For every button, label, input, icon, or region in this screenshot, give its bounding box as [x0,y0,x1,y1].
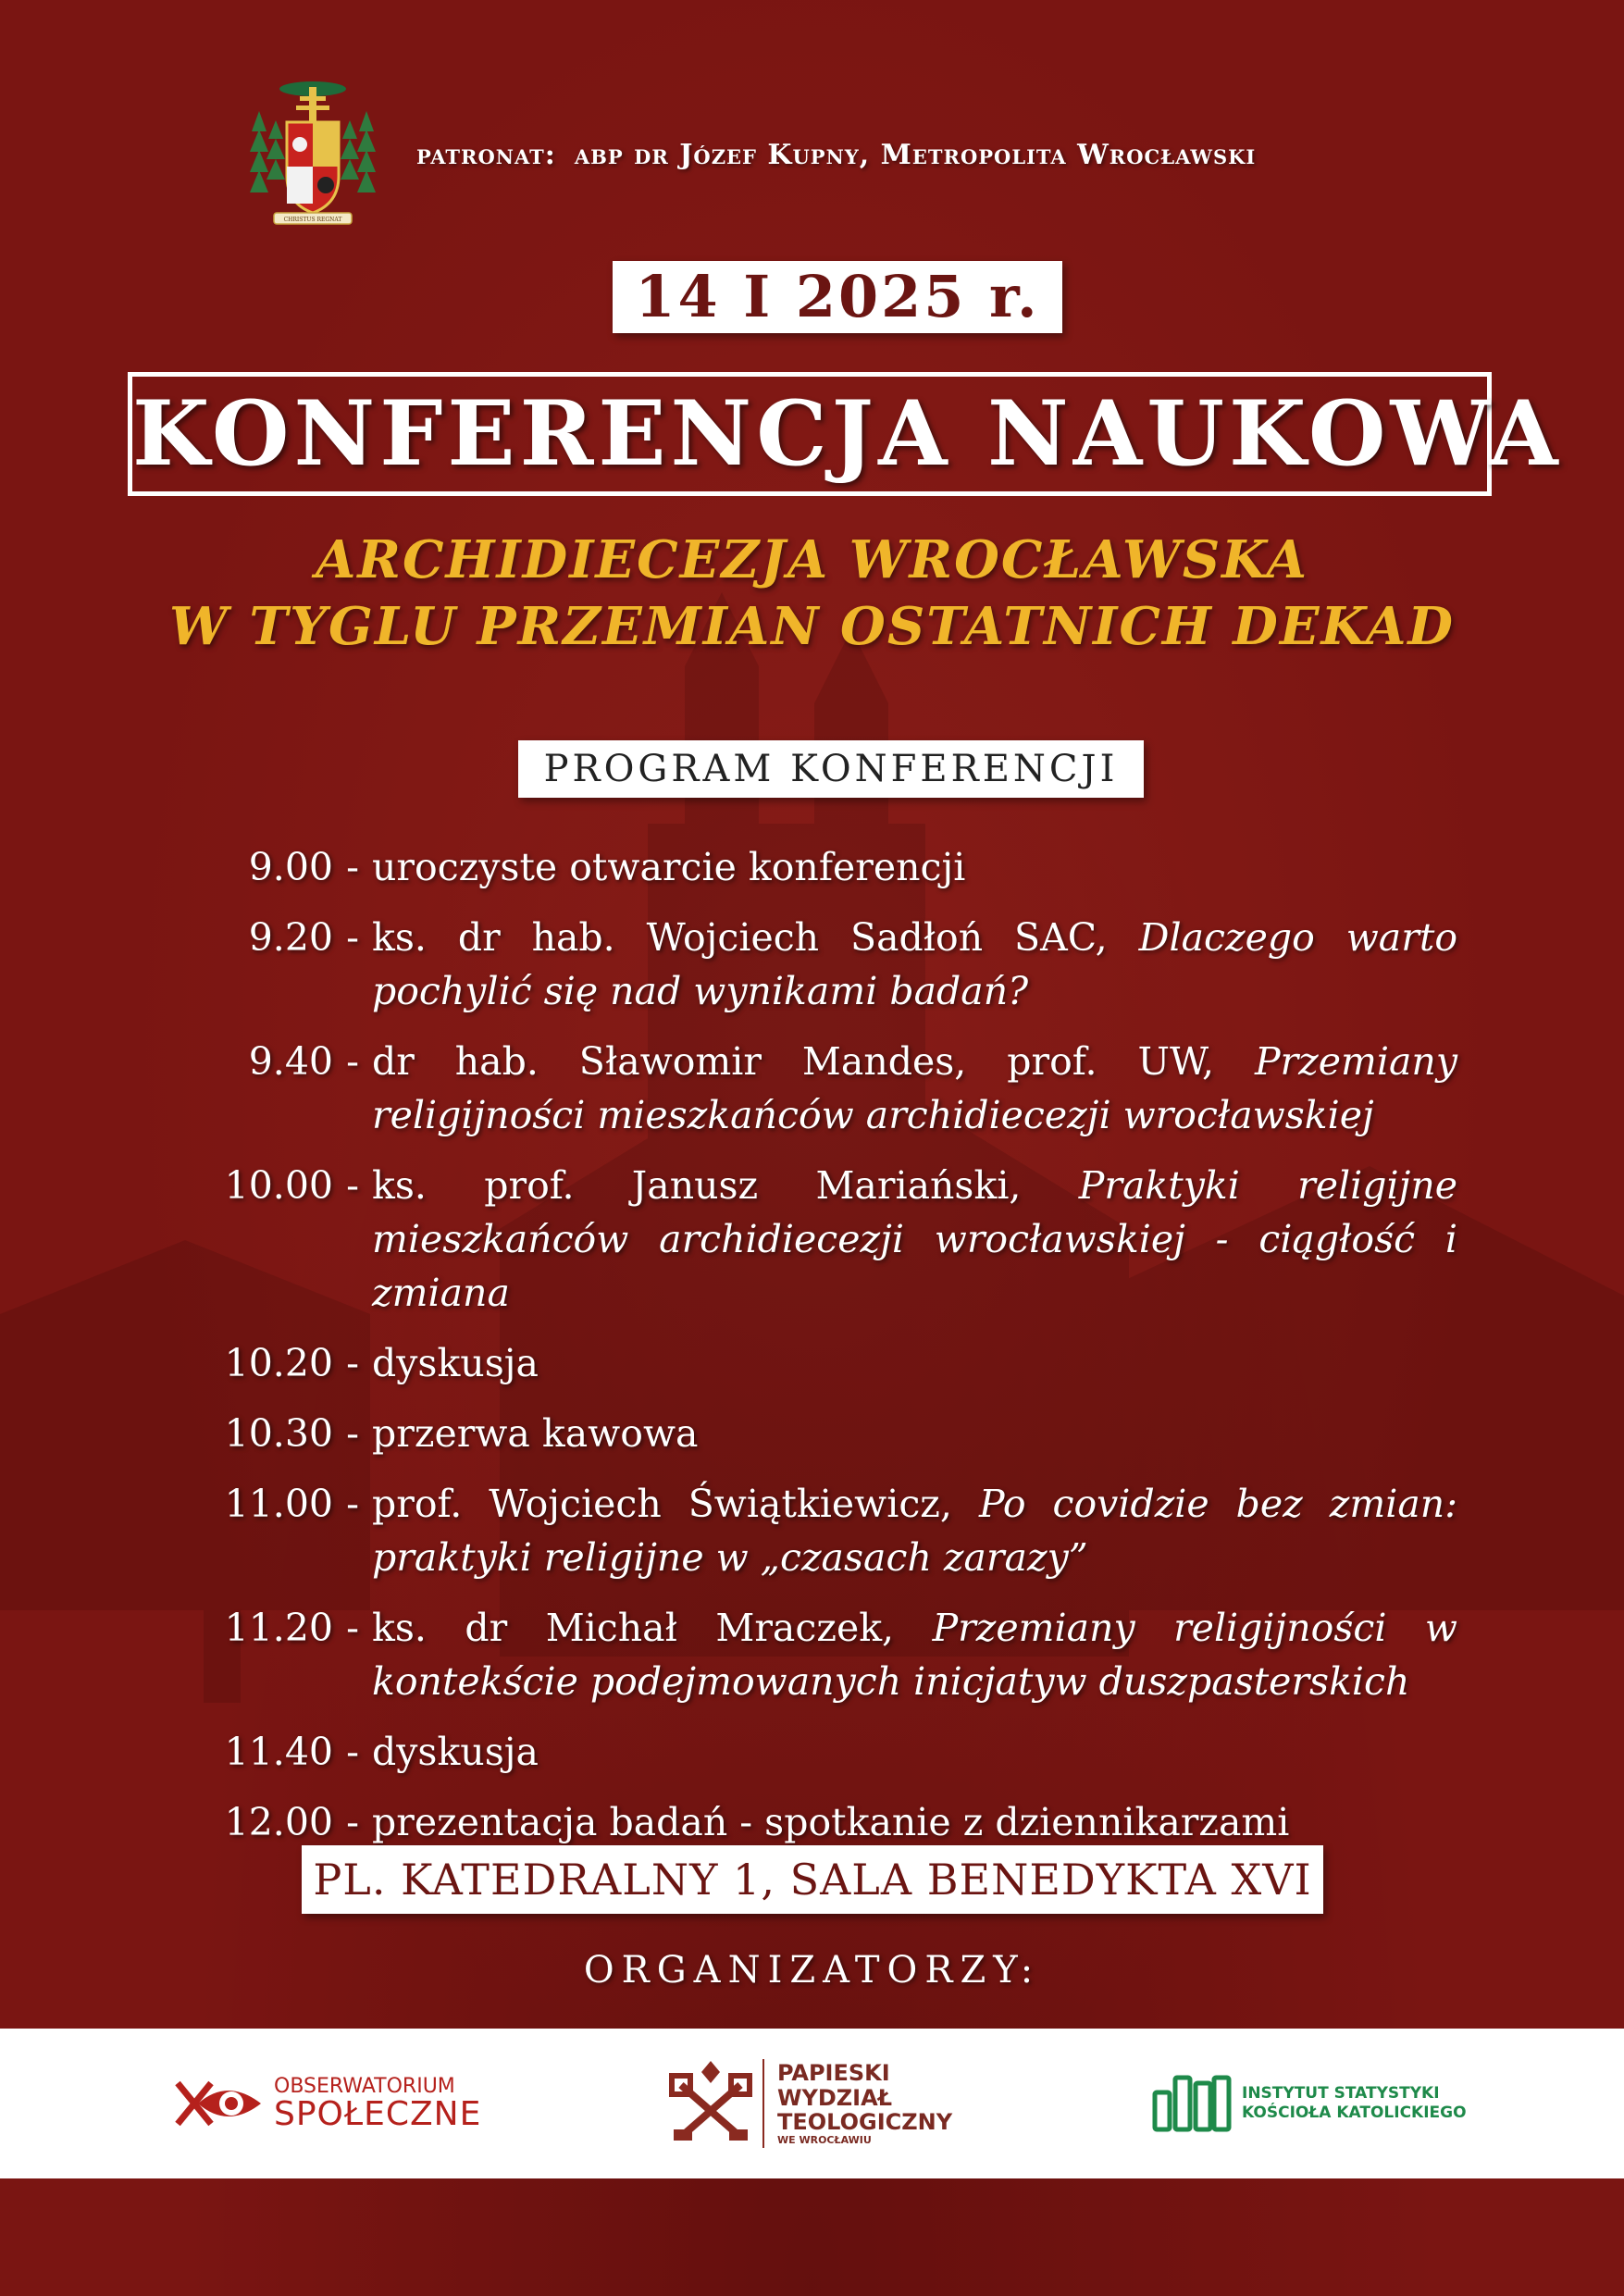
schedule-time: 11.00 [224,1482,333,1526]
schedule-item [372,1601,1457,1708]
pwt-name-line4: WE WROCŁAWIU [777,2133,872,2146]
schedule-row [167,1725,1457,1779]
schedule-item [372,1407,1457,1460]
schedule-time: 11.20 [224,1606,333,1650]
conference-title: KONFERENCJA NAUKOWA [128,372,1492,496]
schedule-time: 9.40 [248,1039,333,1084]
schedule-speaker: prof. Wojciech Świątkiewicz, [372,1482,979,1526]
schedule-separator: - [346,1730,359,1774]
papieski-wydzial-teologiczny-logo [668,2029,952,2178]
schedule-item [372,911,1457,1018]
schedule-separator: - [346,915,359,960]
patronage-name: abp dr Józef Kupny, Metropolita Wrocławski [574,139,1257,171]
isk-name-line1: INSTYTUT STATYSTYKI [1242,2083,1440,2103]
schedule-talk-title: Praktyki religijne mieszkańców archidiecezji wrocławskiej - ciągłość i zmiana [372,1163,1457,1315]
schedule-item [372,1795,1457,1849]
schedule-talk-title: Przemiany religijności w kontekście podejmowanych inicjatyw duszpasterskich [372,1606,1458,1704]
obserwatorium-spoleczne-logo [174,2029,481,2178]
conference-subtitle-line1: ARCHIDIECEZJA WROCŁAWSKA [315,529,1309,590]
schedule-row [167,1159,1457,1320]
schedule-row [167,1336,1457,1390]
conference-subtitle-line2: W TYGLU PRZEMIAN OSTATNICH DEKAD [169,596,1455,657]
schedule-row [167,1477,1457,1584]
schedule-speaker: dyskusja [372,1341,539,1385]
program-heading: PROGRAM KONFERENCJI [518,740,1144,798]
patronage-label: patronat: [416,139,556,171]
schedule-separator: - [346,845,359,889]
schedule-item [372,1159,1457,1320]
schedule-separator: - [346,1482,359,1526]
schedule-row [167,1035,1457,1142]
patronage-line [416,139,1256,171]
crest-motto: CHRISTUS REGNAT [283,217,342,223]
schedule-separator: - [346,1341,359,1385]
schedule-time: 10.20 [224,1341,333,1385]
schedule-time: 10.00 [224,1163,333,1208]
schedule-time: 9.00 [248,845,333,889]
schedule-speaker: prezentacja badań - spotkanie z dziennikarzami [372,1800,1290,1844]
schedule-speaker: uroczyste otwarcie konferencji [372,845,966,889]
logo-divider [762,2059,764,2148]
organizers-label: ORGANIZATORZY: [583,1949,1041,1992]
schedule-separator: - [346,1800,359,1844]
event-location: PL. KATEDRALNY 1, SALA BENEDYKTA XVI [302,1845,1323,1914]
schedule-speaker: ks. dr hab. Wojciech Sadłoń SAC, [372,915,1139,960]
schedule-row [167,1407,1457,1460]
schedule-speaker: ks. dr Michał Mraczek, [372,1606,933,1650]
event-date: 14 I 2025 r. [613,261,1062,333]
schedule-talk-title: Dlaczego warto pochylić się nad wynikami badań? [372,915,1457,1013]
schedule-item [372,1725,1457,1779]
schedule-row [167,911,1457,1018]
schedule-separator: - [346,1411,359,1456]
schedule-item [372,1477,1457,1584]
obs-name-line2: SPOŁECZNE [274,2094,482,2133]
schedule-time: 11.40 [224,1730,333,1774]
eye-icon [174,2076,265,2131]
archbishop-coat-of-arms-icon [248,74,378,241]
schedule-speaker: przerwa kawowa [372,1411,699,1456]
schedule-talk-title: Przemiany religijności mieszkańców archidiecezji wrocławskiej [372,1039,1457,1137]
isk-name-line2: KOŚCIOŁA KATOLICKIEGO [1242,2104,1467,2122]
schedule-speaker: dyskusja [372,1730,539,1774]
schedule-separator: - [346,1606,359,1650]
schedule-speaker: dr hab. Sławomir Mandes, prof. UW, [372,1039,1255,1084]
schedule-time: 12.00 [224,1800,333,1844]
schedule-item [372,1035,1457,1142]
pwt-name-line2: WYDZIAŁ [777,2084,893,2111]
bar-chart-icon [1151,2074,1233,2133]
pwt-name-line3: TEOLOGICZNY [777,2109,953,2136]
schedule-item [372,840,1457,894]
program-schedule [167,840,1457,1866]
organizers-logo-band [0,2029,1624,2178]
schedule-talk-title: Po covidzie bez zmian: praktyki religijne w „czasach zarazy” [372,1482,1458,1580]
schedule-speaker: ks. prof. Janusz Mariański, [372,1163,1079,1208]
pwt-name-line1: PAPIESKI [777,2060,890,2087]
schedule-time: 9.20 [248,915,333,960]
schedule-time: 10.30 [224,1411,333,1456]
instytut-statystyki-logo [1151,2029,1467,2178]
schedule-row [167,1795,1457,1849]
schedule-row [167,840,1457,894]
schedule-item [372,1336,1457,1390]
schedule-row [167,1601,1457,1708]
obs-name-line1: OBSERWATORIUM [274,2074,455,2098]
crossed-keys-icon [668,2059,753,2148]
schedule-separator: - [346,1163,359,1208]
schedule-separator: - [346,1039,359,1084]
